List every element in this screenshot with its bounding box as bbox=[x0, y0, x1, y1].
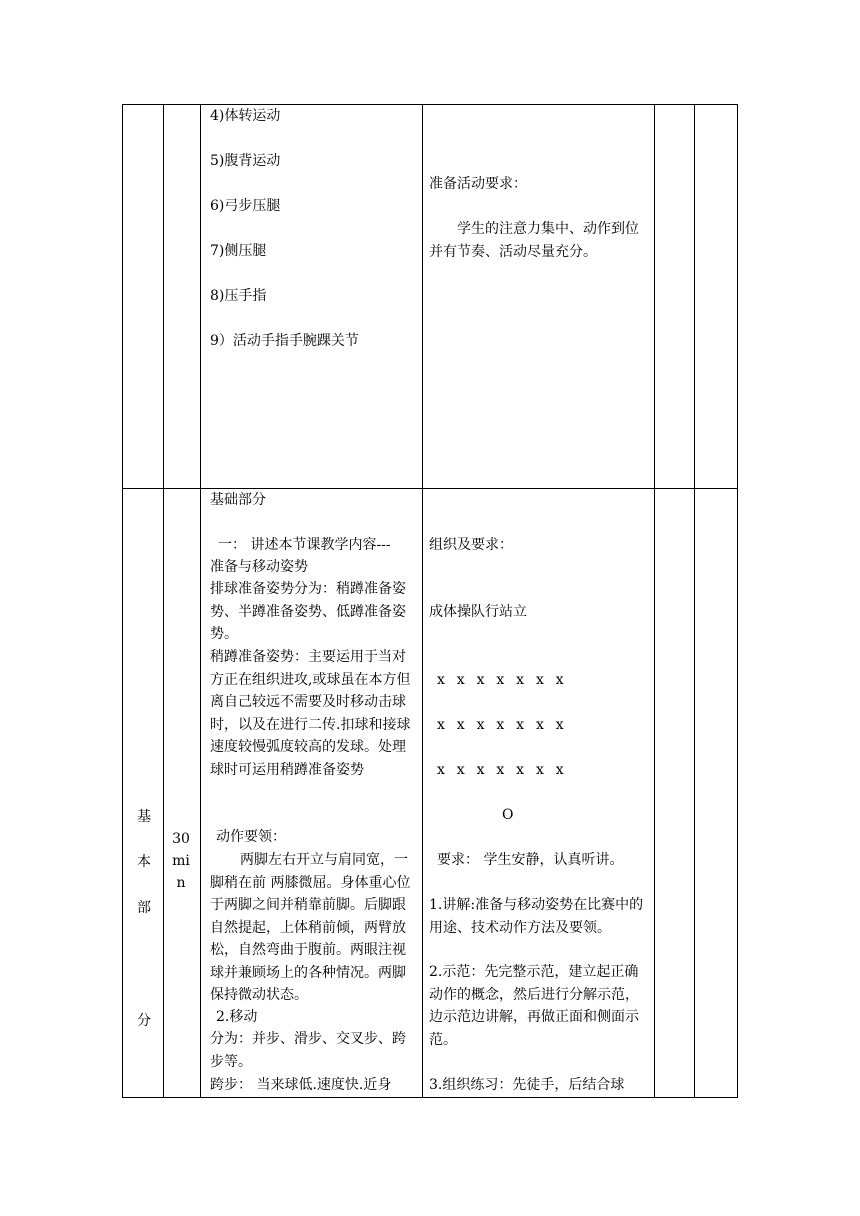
warmup-item: 8)压手指 bbox=[210, 288, 267, 304]
essentials-title: 动作要领： bbox=[216, 829, 286, 845]
column-divider bbox=[694, 104, 695, 1098]
formation-text: 成体操队行站立 bbox=[429, 604, 527, 620]
table-border-left bbox=[122, 104, 123, 1098]
stride-text: 跨步： 当来球低.速度快.近身 bbox=[210, 1077, 392, 1093]
essentials-text: 两脚左右开立与肩同宽，一脚稍在前 两膝微屈。身体重心位于两脚之间并稍靠前脚。后脚跟自然提起，上体稍前倾，两臂放松，自然弯曲于腹前。两眼注视球并兼顾场上的各种情况。两脚保持微动状态。 bbox=[210, 852, 411, 1003]
part-label-char: 部 bbox=[137, 900, 151, 916]
teacher-position: O bbox=[502, 807, 514, 823]
warmup-item: 7)侧压腿 bbox=[210, 243, 267, 259]
column-divider bbox=[163, 104, 164, 1098]
table-border-bottom bbox=[122, 1097, 738, 1098]
table-border-right bbox=[737, 104, 738, 1098]
column-divider bbox=[654, 104, 655, 1098]
student-row: x x x x x x x bbox=[437, 672, 565, 688]
warmup-item: 9）活动手指手腕踝关节 bbox=[210, 333, 359, 349]
organization-title: 组织及要求： bbox=[429, 537, 513, 553]
prep-posture-types: 排球准备姿势分为：稍蹲准备姿势、半蹲准备姿势、低蹲准备姿势。 bbox=[210, 581, 406, 642]
practice-step: 3.组织练习：先徒手，后结合球 bbox=[429, 1077, 625, 1093]
student-row: x x x x x x x bbox=[437, 762, 565, 778]
warmup-requirement-text: 学生的注意力集中、动作到位并有节奏、活动尽量充分。 bbox=[429, 221, 639, 260]
requirement-quiet: 要求： 学生安静，认真听讲。 bbox=[437, 852, 624, 868]
student-row: x x x x x x x bbox=[437, 717, 565, 733]
move-types: 分为：并步、滑步、交叉步、跨步等。 bbox=[210, 1031, 406, 1070]
time-value: 30 bbox=[172, 831, 190, 847]
lecture-line: 一： 讲述本节课教学内容--- bbox=[218, 537, 391, 553]
explain-step: 1.讲解:准备与移动姿势在比赛中的用途、技术动作方法及要领。 bbox=[429, 897, 644, 936]
warmup-item: 6)弓步压腿 bbox=[210, 198, 281, 214]
section-heading: 基础部分 bbox=[210, 492, 266, 508]
semi-squat-description: 稍蹲准备姿势：主要运用于当对方正在组织进攻,或球虽在本方但离自己较远不需要及时移动击球时，以及在进行二传.扣球和接球速度较慢弧度较高的发球。处理球时可运用稍蹲准备姿势 bbox=[210, 649, 411, 778]
time-value: n bbox=[176, 875, 186, 891]
time-value: mi bbox=[172, 853, 190, 869]
warmup-requirement-title: 准备活动要求： bbox=[429, 176, 527, 192]
lecture-line: 准备与移动姿势 bbox=[210, 559, 308, 575]
part-label-char: 本 bbox=[137, 854, 151, 870]
part-label-char: 基 bbox=[137, 809, 151, 825]
lesson-plan-table bbox=[122, 104, 738, 1098]
column-divider bbox=[422, 104, 423, 1098]
demo-step: 2.示范：先完整示范，建立起正确动作的概念，然后进行分解示范，边示范边讲解，再做正面和侧面示范。 bbox=[429, 964, 639, 1048]
column-divider bbox=[200, 104, 201, 1098]
warmup-item: 4)体转运动 bbox=[210, 108, 281, 124]
part-label-char: 分 bbox=[137, 1013, 151, 1029]
warmup-item: 5)腹背运动 bbox=[210, 153, 281, 169]
move-title: 2.移动 bbox=[216, 1009, 258, 1025]
